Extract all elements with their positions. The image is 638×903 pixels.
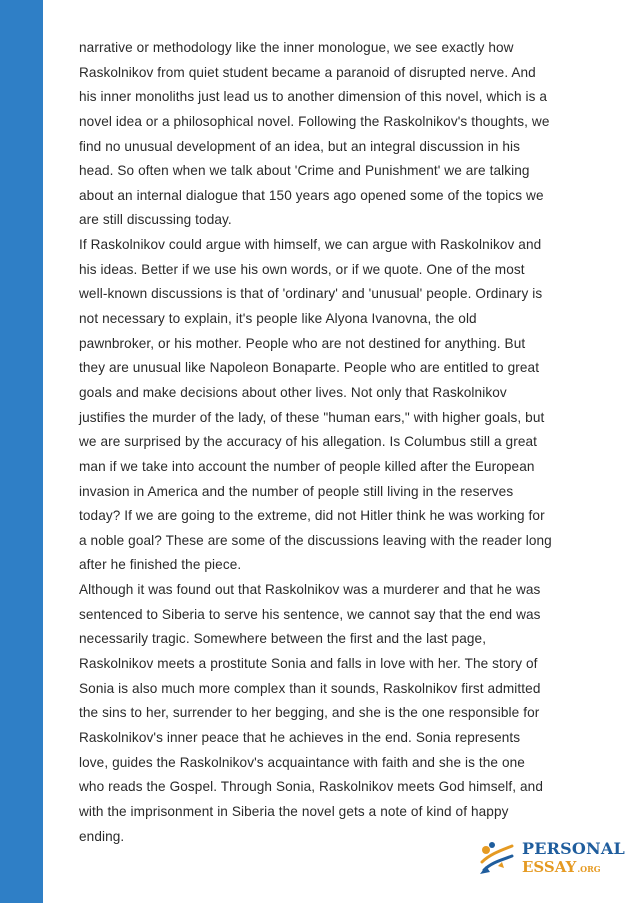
essay-line: novel idea or a philosophical novel. Following the Raskolnikov's thoughts, we xyxy=(79,113,550,129)
essay-line: If Raskolnikov could argue with himself, we can argue with Raskolnikov and xyxy=(79,237,542,253)
personal-essay-logo[interactable] xyxy=(474,836,625,880)
essay-line: not necessary to explain, it's people like Alyona Ivanovna, the old xyxy=(79,311,477,327)
essay-line: Although it was found out that Raskolnikov was a murderer and that he was xyxy=(79,582,541,598)
logo-word-essay xyxy=(522,860,601,875)
essay-line: are still discussing today. xyxy=(79,212,232,228)
essay-line: with the imprisonment in Siberia the novel gets a note of kind of happy xyxy=(79,803,509,819)
essay-line: about an internal dialogue that 150 years ago opened some of the topics we xyxy=(79,187,544,203)
essay-line: Raskolnikov from quiet student became a paranoid of disrupted nerve. And xyxy=(79,64,536,80)
personal-essay-logo-icon xyxy=(474,836,518,880)
essay-line: justifies the murder of the lady, of these "human ears," with higher goals, but xyxy=(79,409,545,425)
logo-domain-suffix: .ORG xyxy=(577,864,601,874)
essay-line: we are surprised by the accuracy of his allegation. Is Columbus still a great xyxy=(79,434,538,450)
essay-line: pawnbroker, or his mother. People who are not destined for anything. But xyxy=(79,335,526,351)
logo-word-personal: PERSONAL xyxy=(522,839,625,858)
essay-line: his ideas. Better if we use his own words, or if we quote. One of the most xyxy=(79,261,525,277)
logo-word-essay-text: ESSAY xyxy=(522,858,577,876)
essay-line: man if we take into account the number of people killed after the European xyxy=(79,458,535,474)
essay-line: Raskolnikov meets a prostitute Sonia and falls in love with her. The story of xyxy=(79,656,538,672)
essay-line: after he finished the piece. xyxy=(79,557,242,573)
essay-line: Sonia is also much more complex than it sounds, Raskolnikov first admitted xyxy=(79,680,541,696)
essay-line: who reads the Gospel. Through Sonia, Raskolnikov meets God himself, and xyxy=(79,779,543,795)
essay-line: the sins to her, surrender to her begging, and she is the one responsible for xyxy=(79,705,540,721)
essay-line: they are unusual like Napoleon Bonaparte. People who are entitled to great xyxy=(79,360,540,376)
essay-line: ending. xyxy=(79,828,125,844)
essay-line: necessarily tragic. Somewhere between the first and the last page, xyxy=(79,631,487,647)
essay-line: a noble goal? These are some of the discussions leaving with the reader long xyxy=(79,532,552,548)
essay-line: Raskolnikov's inner peace that he achieves in the end. Sonia represents xyxy=(79,729,521,745)
essay-line: his inner monoliths just lead us to another dimension of this novel, which is a xyxy=(79,89,548,105)
essay-line: goals and make decisions about other lives. Not only that Raskolnikov xyxy=(79,384,507,400)
essay-line: head. So often when we talk about 'Crime and Punishment' we are talking xyxy=(79,163,530,179)
essay-line: invasion in America and the number of people still living in the reserves xyxy=(79,483,514,499)
left-accent-bar xyxy=(0,0,43,903)
essay-line: today? If we are going to the extreme, did not Hitler think he was working for xyxy=(79,508,545,524)
essay-line: find no unusual development of an idea, but an integral discussion in his xyxy=(79,138,521,154)
essay-line: love, guides the Raskolnikov's acquaintance with faith and she is the one xyxy=(79,754,525,770)
essay-line: well-known discussions is that of 'ordinary' and 'unusual' people. Ordinary is xyxy=(79,286,543,302)
essay-line: sentenced to Siberia to serve his sentence, we cannot say that the end was xyxy=(79,606,541,622)
essay-line: narrative or methodology like the inner monologue, we see exactly how xyxy=(79,40,514,55)
essay-page xyxy=(79,36,599,849)
